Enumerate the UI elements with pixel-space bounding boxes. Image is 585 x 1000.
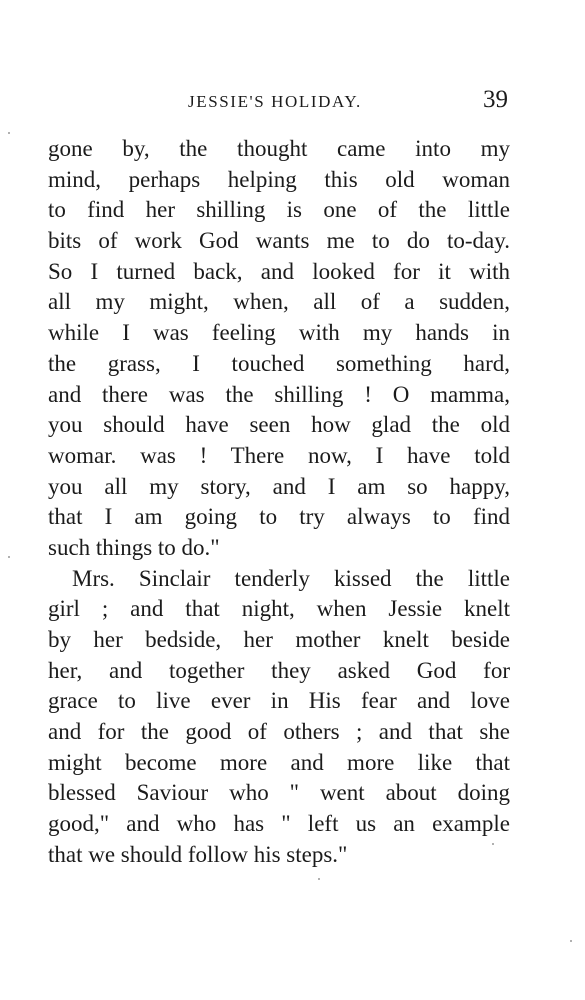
- text-line: her, and together they asked God for: [48, 657, 510, 683]
- text-line: womar. was ! There now, I have told: [48, 442, 510, 468]
- body-text: [48, 134, 510, 871]
- text-line: girl ; and that night, when Jessie knelt: [48, 596, 510, 622]
- running-header: [48, 86, 510, 122]
- text-line: that I am going to try always to find: [48, 504, 510, 530]
- text-line: might become more and more like that: [48, 749, 510, 775]
- text-line: to find her shilling is one of the little: [48, 197, 510, 223]
- text-line: grace to live ever in His fear and love: [48, 688, 510, 714]
- running-title: JESSIE'S HOLIDAY.: [188, 92, 362, 111]
- paper-speck: [8, 132, 10, 134]
- text-line: by her bedside, her mother knelt beside: [48, 627, 510, 652]
- text-line: the grass, I touched something hard,: [48, 350, 510, 376]
- text-line: So I turned back, and looked for it with: [48, 258, 510, 284]
- page-number: 39: [483, 86, 508, 113]
- paragraph-end-line: such things to do.": [48, 534, 220, 560]
- text-line: and there was the shilling ! O mamma,: [48, 381, 510, 407]
- paper-speck: [492, 843, 494, 845]
- paper-speck: [570, 940, 572, 942]
- text-line: mind, perhaps helping this old woman: [48, 166, 510, 192]
- text-line: you should have seen how glad the old: [48, 412, 510, 438]
- text-line: you all my story, and I am so happy,: [48, 473, 510, 499]
- text-line: while I was feeling with my hands in: [48, 320, 510, 346]
- text-line: bits of work God wants me to do to-day.: [48, 228, 510, 254]
- paper-speck: [318, 878, 320, 880]
- text-line: blessed Saviour who " went about doing: [48, 780, 510, 806]
- text-line: good," and who has " left us an example: [48, 811, 510, 837]
- text-line: and for the good of others ; and that she: [48, 719, 510, 745]
- text-line: gone by, the thought came into my: [48, 136, 510, 161]
- paper-speck: [8, 556, 10, 558]
- text-line: all my might, when, all of a sudden,: [48, 289, 510, 315]
- paragraph-end-line: that we should follow his steps.": [48, 841, 348, 867]
- paragraph-start-line: Mrs. Sinclair tenderly kissed the little: [72, 565, 510, 591]
